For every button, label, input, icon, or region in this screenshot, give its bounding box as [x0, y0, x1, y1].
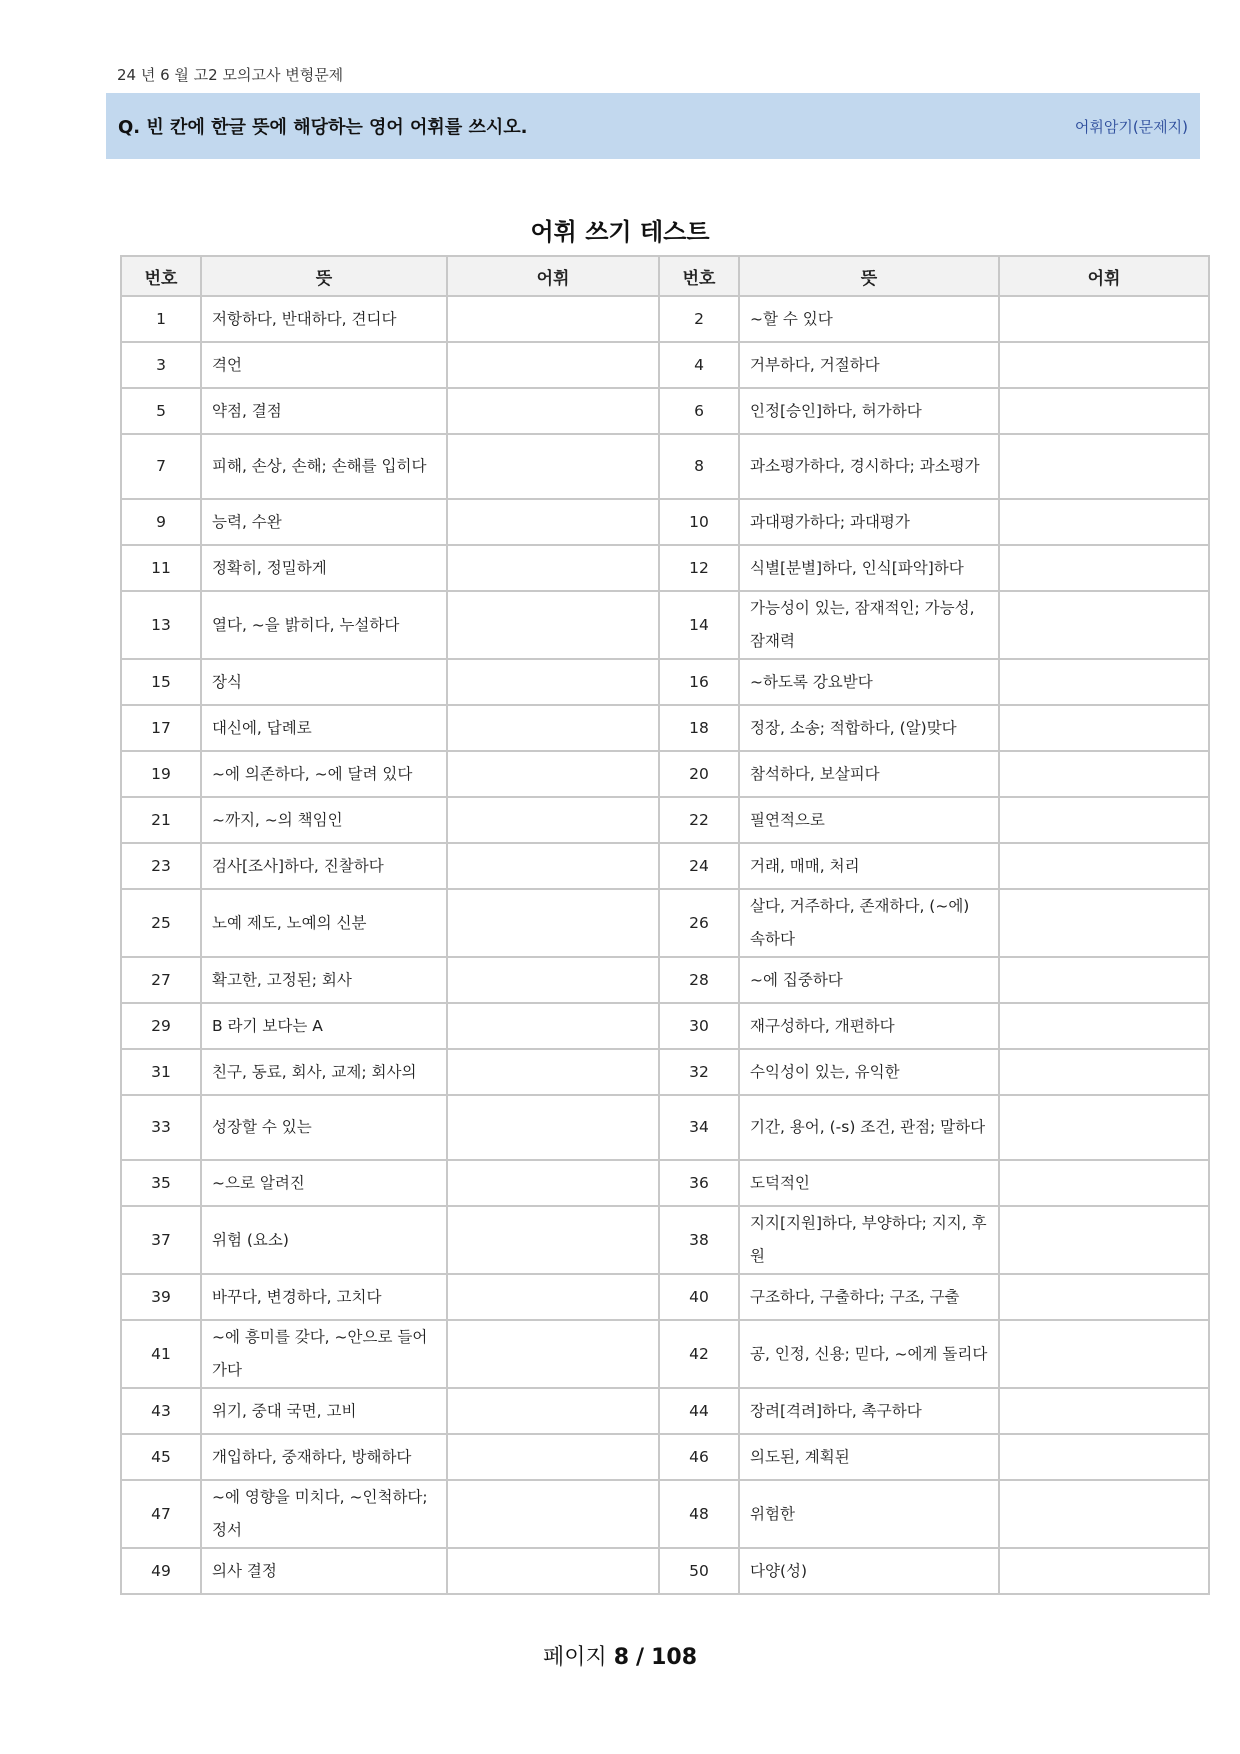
item-number: 12	[659, 545, 739, 591]
item-meaning: 개입하다, 중재하다, 방해하다	[201, 1434, 447, 1480]
answer-blank[interactable]	[447, 434, 659, 499]
item-meaning: 성장할 수 있는	[201, 1095, 447, 1160]
item-meaning: 식별[분별]하다, 인식[파악]하다	[739, 545, 999, 591]
table-row	[121, 296, 1209, 342]
item-number: 21	[121, 797, 201, 843]
item-meaning: 위기, 중대 국면, 고비	[201, 1388, 447, 1434]
item-number: 35	[121, 1160, 201, 1206]
item-meaning: 가능성이 있는, 잠재적인; 가능성, 잠재력	[739, 591, 999, 659]
header-number-left: 번호	[121, 256, 201, 296]
item-meaning: 거래, 매매, 처리	[739, 843, 999, 889]
item-meaning: 장려[격려]하다, 촉구하다	[739, 1388, 999, 1434]
item-number: 33	[121, 1095, 201, 1160]
item-meaning: 다양(성)	[739, 1548, 999, 1594]
question-banner	[106, 93, 1200, 159]
table-row	[121, 1049, 1209, 1095]
item-number: 4	[659, 342, 739, 388]
answer-blank[interactable]	[447, 499, 659, 545]
item-meaning: B 라기 보다는 A	[201, 1003, 447, 1049]
item-number: 18	[659, 705, 739, 751]
answer-blank[interactable]	[999, 1548, 1209, 1594]
item-meaning: 참석하다, 보살피다	[739, 751, 999, 797]
test-title: 어휘 쓰기 테스트	[530, 218, 710, 246]
answer-blank[interactable]	[447, 1274, 659, 1320]
item-number: 44	[659, 1388, 739, 1434]
item-number: 38	[659, 1206, 739, 1274]
item-meaning: 확고한, 고정된; 회사	[201, 957, 447, 1003]
answer-blank[interactable]	[447, 1095, 659, 1160]
item-number: 46	[659, 1434, 739, 1480]
answer-blank[interactable]	[999, 705, 1209, 751]
answer-blank[interactable]	[999, 591, 1209, 659]
answer-blank[interactable]	[447, 889, 659, 957]
answer-blank[interactable]	[999, 388, 1209, 434]
item-meaning: ~에 흥미를 갖다, ~안으로 들어가다	[201, 1320, 447, 1388]
table-row	[121, 1160, 1209, 1206]
item-number: 17	[121, 705, 201, 751]
item-meaning: 능력, 수완	[201, 499, 447, 545]
answer-blank[interactable]	[447, 388, 659, 434]
item-meaning: 지지[지원]하다, 부양하다; 지지, 후원	[739, 1206, 999, 1274]
item-number: 42	[659, 1320, 739, 1388]
page-label: 페이지	[542, 1645, 607, 1670]
item-number: 28	[659, 957, 739, 1003]
header-word-right: 어휘	[999, 256, 1209, 296]
item-number: 50	[659, 1548, 739, 1594]
answer-blank[interactable]	[999, 751, 1209, 797]
item-number: 39	[121, 1274, 201, 1320]
item-meaning: 살다, 거주하다, 존재하다, (~에) 속하다	[739, 889, 999, 957]
item-number: 24	[659, 843, 739, 889]
vocab-table	[120, 255, 1210, 1595]
item-meaning: ~하도록 강요받다	[739, 659, 999, 705]
item-number: 47	[121, 1480, 201, 1548]
item-meaning: 열다, ~을 밝히다, 누설하다	[201, 591, 447, 659]
item-number: 15	[121, 659, 201, 705]
item-number: 40	[659, 1274, 739, 1320]
answer-blank[interactable]	[999, 843, 1209, 889]
item-number: 8	[659, 434, 739, 499]
answer-blank[interactable]	[447, 296, 659, 342]
table-row	[121, 889, 1209, 957]
item-number: 5	[121, 388, 201, 434]
item-meaning: 의도된, 계획된	[739, 1434, 999, 1480]
item-meaning: 바꾸다, 변경하다, 고치다	[201, 1274, 447, 1320]
item-number: 26	[659, 889, 739, 957]
answer-blank[interactable]	[447, 957, 659, 1003]
table-row	[121, 1095, 1209, 1160]
answer-blank[interactable]	[447, 591, 659, 659]
item-number: 7	[121, 434, 201, 499]
answer-blank[interactable]	[999, 889, 1209, 957]
header-word-left: 어휘	[447, 256, 659, 296]
answer-blank[interactable]	[999, 1274, 1209, 1320]
item-meaning: 저항하다, 반대하다, 견디다	[201, 296, 447, 342]
item-number: 37	[121, 1206, 201, 1274]
answer-blank[interactable]	[999, 1320, 1209, 1388]
item-number: 11	[121, 545, 201, 591]
item-number: 10	[659, 499, 739, 545]
answer-blank[interactable]	[999, 1160, 1209, 1206]
table-row	[121, 1206, 1209, 1274]
table-row	[121, 1274, 1209, 1320]
item-number: 6	[659, 388, 739, 434]
question-text: Q. 빈 칸에 한글 뜻에 해당하는 영어 어휘를 쓰시오.	[118, 117, 528, 138]
item-meaning: 대신에, 답례로	[201, 705, 447, 751]
item-number: 19	[121, 751, 201, 797]
item-number: 22	[659, 797, 739, 843]
table-row	[121, 1003, 1209, 1049]
item-meaning: 재구성하다, 개편하다	[739, 1003, 999, 1049]
answer-blank[interactable]	[999, 957, 1209, 1003]
exam-title: 24 년 6 월 고2 모의고사 변형문제	[117, 66, 344, 84]
answer-blank[interactable]	[447, 659, 659, 705]
item-meaning: 피해, 손상, 손해; 손해를 입히다	[201, 434, 447, 499]
answer-blank[interactable]	[999, 1095, 1209, 1160]
answer-blank[interactable]	[447, 1480, 659, 1548]
table-row	[121, 342, 1209, 388]
answer-blank[interactable]	[447, 705, 659, 751]
item-meaning: 위험한	[739, 1480, 999, 1548]
item-meaning: 구조하다, 구출하다; 구조, 구출	[739, 1274, 999, 1320]
table-header-row	[121, 256, 1209, 296]
answer-blank[interactable]	[447, 1548, 659, 1594]
item-meaning: ~에 의존하다, ~에 달려 있다	[201, 751, 447, 797]
item-number: 2	[659, 296, 739, 342]
answer-blank[interactable]	[447, 751, 659, 797]
header-meaning-left: 뜻	[201, 256, 447, 296]
item-meaning: 거부하다, 거절하다	[739, 342, 999, 388]
item-meaning: 수익성이 있는, 유익한	[739, 1049, 999, 1095]
answer-blank[interactable]	[447, 797, 659, 843]
item-meaning: 노예 제도, 노예의 신분	[201, 889, 447, 957]
table-row	[121, 957, 1209, 1003]
item-meaning: 인정[승인]하다, 허가하다	[739, 388, 999, 434]
item-number: 32	[659, 1049, 739, 1095]
table-row	[121, 1480, 1209, 1548]
table-row	[121, 434, 1209, 499]
header-meaning-right: 뜻	[739, 256, 999, 296]
table-row	[121, 1434, 1209, 1480]
page-total: 108	[651, 1645, 698, 1670]
item-meaning: ~으로 알려진	[201, 1160, 447, 1206]
item-meaning: ~에 영향을 미치다, ~인척하다; 정서	[201, 1480, 447, 1548]
header-number-right: 번호	[659, 256, 739, 296]
item-meaning: 의사 결정	[201, 1548, 447, 1594]
answer-blank[interactable]	[999, 342, 1209, 388]
item-number: 41	[121, 1320, 201, 1388]
page-separator: /	[636, 1645, 645, 1670]
item-number: 31	[121, 1049, 201, 1095]
table-row	[121, 591, 1209, 659]
page-number: 8	[613, 1645, 630, 1670]
answer-blank[interactable]	[999, 659, 1209, 705]
answer-blank[interactable]	[999, 1049, 1209, 1095]
item-number: 1	[121, 296, 201, 342]
item-number: 16	[659, 659, 739, 705]
item-meaning: ~할 수 있다	[739, 296, 999, 342]
item-number: 45	[121, 1434, 201, 1480]
item-number: 13	[121, 591, 201, 659]
table-row	[121, 499, 1209, 545]
answer-blank[interactable]	[447, 1320, 659, 1388]
item-number: 20	[659, 751, 739, 797]
item-number: 49	[121, 1548, 201, 1594]
answer-blank[interactable]	[999, 1434, 1209, 1480]
item-meaning: 과소평가하다, 경시하다; 과소평가	[739, 434, 999, 499]
item-meaning: 격언	[201, 342, 447, 388]
table-row	[121, 545, 1209, 591]
item-meaning: 기간, 용어, (-s) 조건, 관점; 말하다	[739, 1095, 999, 1160]
item-number: 25	[121, 889, 201, 957]
item-meaning: 정장, 소송; 적합하다, (알)맞다	[739, 705, 999, 751]
table-row	[121, 797, 1209, 843]
answer-blank[interactable]	[447, 843, 659, 889]
item-number: 36	[659, 1160, 739, 1206]
answer-blank[interactable]	[447, 1160, 659, 1206]
answer-blank[interactable]	[999, 545, 1209, 591]
item-meaning: 친구, 동료, 회사, 교제; 회사의	[201, 1049, 447, 1095]
table-row	[121, 751, 1209, 797]
item-number: 23	[121, 843, 201, 889]
table-row	[121, 1320, 1209, 1388]
item-meaning: 장식	[201, 659, 447, 705]
answer-blank[interactable]	[447, 342, 659, 388]
answer-blank[interactable]	[447, 545, 659, 591]
table-row	[121, 705, 1209, 751]
question-tag: 어휘암기(문제지)	[1074, 117, 1188, 136]
answer-blank[interactable]	[447, 1434, 659, 1480]
answer-blank[interactable]	[999, 434, 1209, 499]
item-meaning: 도덕적인	[739, 1160, 999, 1206]
table-row	[121, 388, 1209, 434]
item-meaning: 정확히, 정밀하게	[201, 545, 447, 591]
table-row	[121, 659, 1209, 705]
item-number: 27	[121, 957, 201, 1003]
answer-blank[interactable]	[999, 296, 1209, 342]
answer-blank[interactable]	[999, 1206, 1209, 1274]
item-number: 3	[121, 342, 201, 388]
item-meaning: 과대평가하다; 과대평가	[739, 499, 999, 545]
item-meaning: 위험 (요소)	[201, 1206, 447, 1274]
item-number: 14	[659, 591, 739, 659]
item-number: 34	[659, 1095, 739, 1160]
item-meaning: 약점, 결점	[201, 388, 447, 434]
answer-blank[interactable]	[447, 1049, 659, 1095]
item-number: 30	[659, 1003, 739, 1049]
table-row	[121, 1388, 1209, 1434]
table-row	[121, 843, 1209, 889]
answer-blank[interactable]	[447, 1206, 659, 1274]
table-row	[121, 1548, 1209, 1594]
item-meaning: ~까지, ~의 책임인	[201, 797, 447, 843]
item-number: 48	[659, 1480, 739, 1548]
answer-blank[interactable]	[999, 499, 1209, 545]
item-meaning: 검사[조사]하다, 진찰하다	[201, 843, 447, 889]
item-number: 9	[121, 499, 201, 545]
page-footer	[0, 1640, 1240, 1671]
item-number: 43	[121, 1388, 201, 1434]
item-meaning: 필연적으로	[739, 797, 999, 843]
item-meaning: ~에 집중하다	[739, 957, 999, 1003]
answer-blank[interactable]	[447, 1388, 659, 1434]
answer-blank[interactable]	[447, 1003, 659, 1049]
answer-blank[interactable]	[999, 797, 1209, 843]
item-number: 29	[121, 1003, 201, 1049]
answer-blank[interactable]	[999, 1003, 1209, 1049]
answer-blank[interactable]	[999, 1388, 1209, 1434]
item-meaning: 공, 인정, 신용; 믿다, ~에게 돌리다	[739, 1320, 999, 1388]
answer-blank[interactable]	[999, 1480, 1209, 1548]
